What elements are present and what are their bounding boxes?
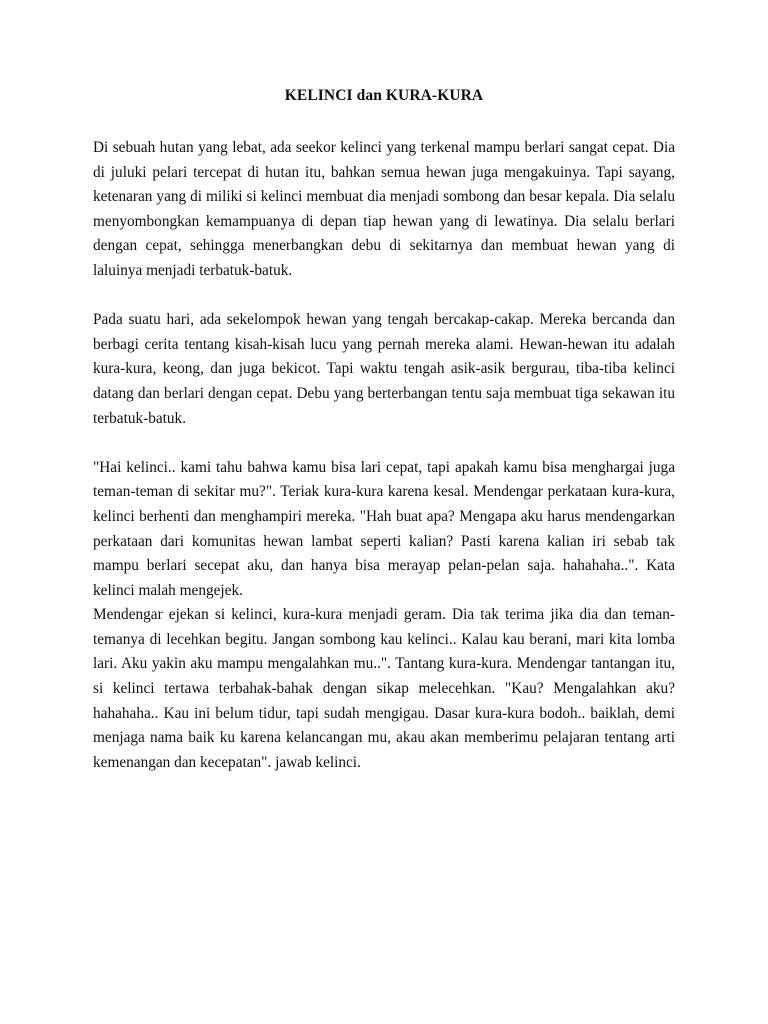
paragraph-1: Di sebuah hutan yang lebat, ada seekor kelinci yang terkenal mampu berlari sangat cepat. Dia di juluki pelari tercepat di hutan itu, bahkan semua hewan juga mengakuinya. Tapi sayang, ketenaran yang di miliki si kelinci membuat dia menjadi sombong dan besar kepala. Dia selalu menyombongkan kemampuanya di depan tiap hewan yang di lewatinya. Dia selalu berlari dengan cepat, sehingga menerbangkan debu di sekitarnya dan membuat hewan yang di laluinya menjadi terbatuk-batuk.: [93, 139, 675, 279]
paragraph-2: Pada suatu hari, ada sekelompok hewan yang tengah bercakap-cakap. Mereka bercanda dan berbagi cerita tentang kisah-kisah lucu yang pernah mereka alami. Hewan-hewan itu adalah kura-kura, keong, dan juga bekicot. Tapi waktu tengah asik-asik bergurau, tiba-tiba kelinci datang dan berlari dengan cepat. Debu yang berterbangan tentu saja membuat tiga sekawan itu terbatuk-batuk.: [93, 311, 675, 427]
document-title: KELINCI dan KURA-KURA: [284, 87, 484, 104]
paragraph-3: "Hai kelinci.. kami tahu bahwa kamu bisa lari cepat, tapi apakah kamu bisa menghargai juga teman-teman di sekitar mu?". Teriak kura-kura karena kesal. Mendengar perkataan kura-kura, kelinci berhenti dan menghampiri mereka. "Hah buat apa? Mengapa aku harus mendengarkan perkataan dari komunitas hewan lambat seperti kalian? Pasti karena kalian iri sebab tak mampu berlari secepat aku, dan hanya bisa merayap pelan-pelan saja. hahahaha..". Kata kelinci malah mengejek.: [93, 458, 675, 599]
paragraph-4: Mendengar ejekan si kelinci, kura-kura menjadi geram. Dia tak terima jika dia dan teman-temanya di lecehkan begitu. Jangan sombong kau kelinci.. Kalau kau berani, mari kita lomba lari. Aku yakin aku mampu mengalahkan mu..". Tantang kura-kura. Mendengar tantangan itu, si kelinci tertawa terbahak-bahak dengan sikap melecehkan. "Kau? Mengalahkan aku? hahahaha.. Kau ini belum tidur, tapi sudah mengigau. Dasar kura-kura bodoh.. baiklah, demi menjaga nama baik ku karena kelancangan mu, akau akan memberimu pelajaran tentang arti kemenangan dan kecepatan". jawab kelinci.: [93, 606, 675, 771]
document-body: [93, 136, 675, 775]
